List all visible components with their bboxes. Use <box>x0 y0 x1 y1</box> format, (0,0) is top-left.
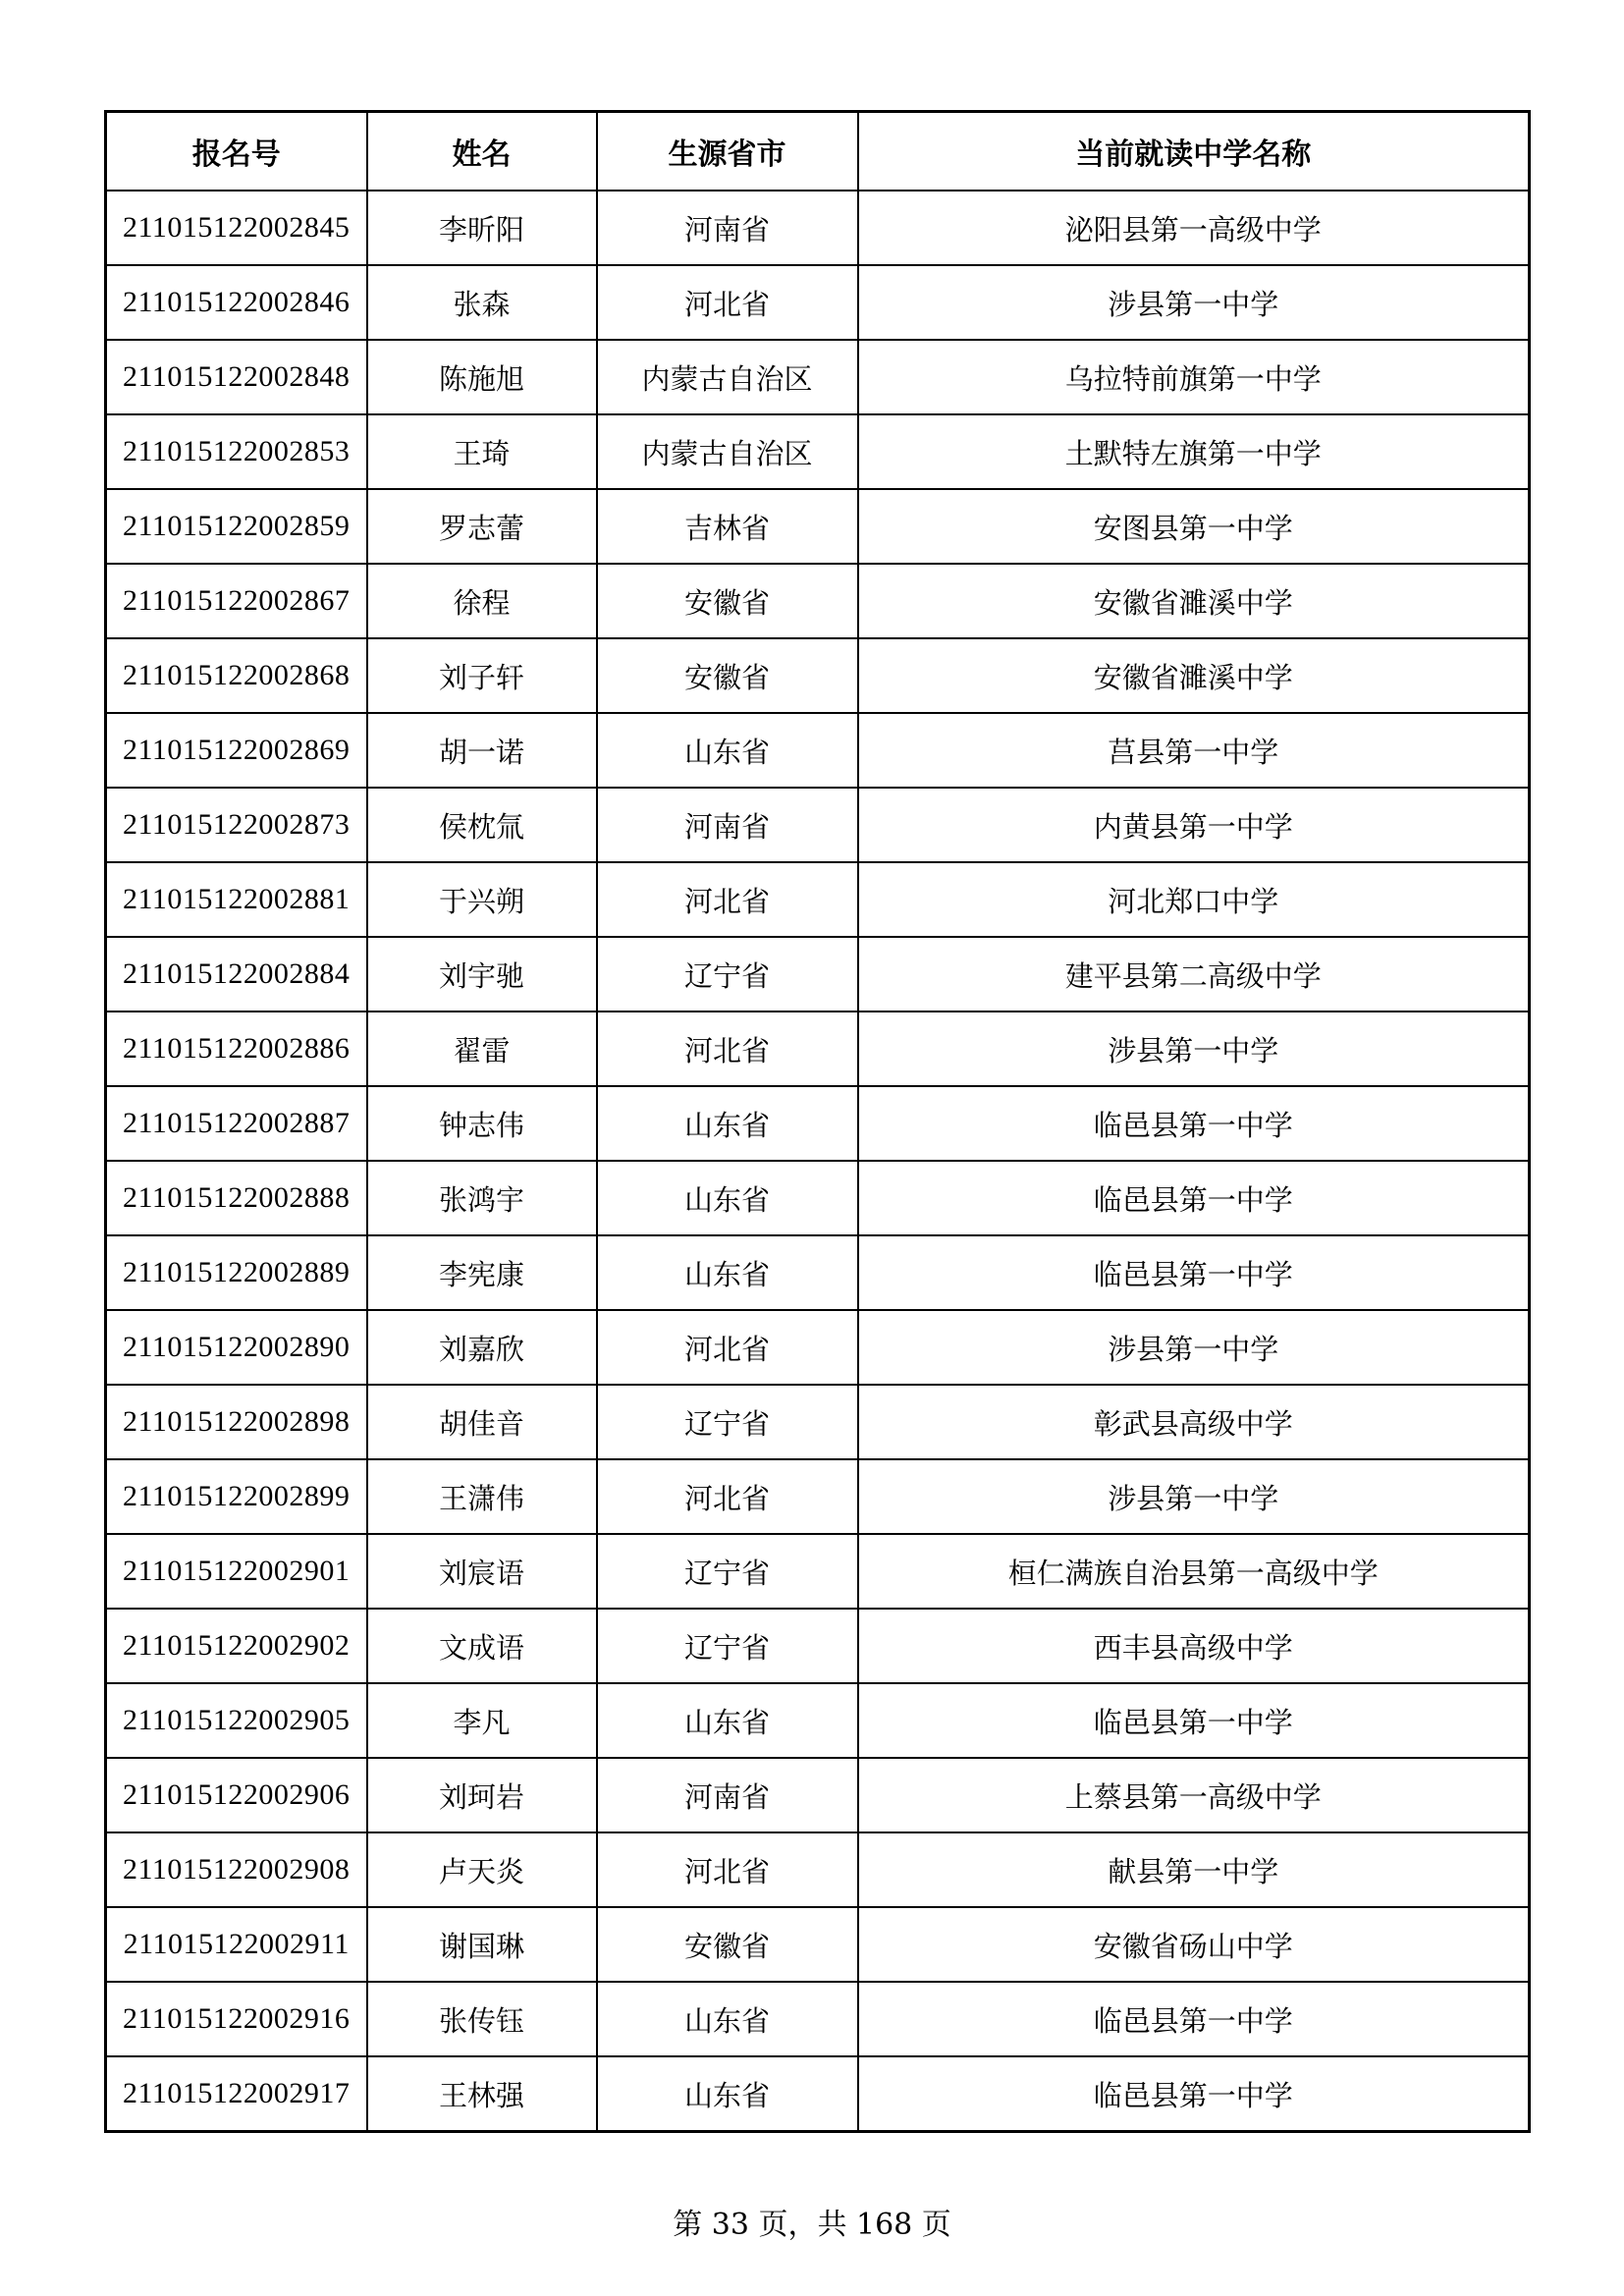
cell-province: 吉林省 <box>597 489 858 564</box>
cell-student-name: 李凡 <box>367 1683 597 1758</box>
table-row <box>106 788 1530 862</box>
cell-province: 山东省 <box>597 1086 858 1161</box>
table-row <box>106 265 1530 340</box>
cell-school-name: 建平县第二高级中学 <box>858 937 1530 1011</box>
student-roster-table <box>104 110 1531 2133</box>
cell-registration-number: 211015122002886 <box>106 1011 367 1086</box>
cell-school-name: 桓仁满族自治县第一高级中学 <box>858 1534 1530 1609</box>
header-province: 生源省市 <box>597 112 858 191</box>
cell-province: 安徽省 <box>597 638 858 713</box>
header-school: 当前就读中学名称 <box>858 112 1530 191</box>
cell-school-name: 上蔡县第一高级中学 <box>858 1758 1530 1832</box>
table-row <box>106 862 1530 937</box>
cell-student-name: 李宪康 <box>367 1235 597 1310</box>
cell-school-name: 涉县第一中学 <box>858 1011 1530 1086</box>
cell-registration-number: 211015122002889 <box>106 1235 367 1310</box>
cell-school-name: 涉县第一中学 <box>858 265 1530 340</box>
cell-student-name: 刘子轩 <box>367 638 597 713</box>
cell-school-name: 献县第一中学 <box>858 1832 1530 1907</box>
cell-school-name: 涉县第一中学 <box>858 1310 1530 1385</box>
cell-registration-number: 211015122002887 <box>106 1086 367 1161</box>
cell-registration-number: 211015122002845 <box>106 191 367 265</box>
table-row <box>106 1683 1530 1758</box>
cell-student-name: 谢国琳 <box>367 1907 597 1982</box>
cell-registration-number: 211015122002898 <box>106 1385 367 1459</box>
cell-registration-number: 211015122002884 <box>106 937 367 1011</box>
cell-school-name: 安图县第一中学 <box>858 489 1530 564</box>
cell-student-name: 侯枕氚 <box>367 788 597 862</box>
cell-student-name: 刘珂岩 <box>367 1758 597 1832</box>
table-row <box>106 1310 1530 1385</box>
cell-school-name: 安徽省砀山中学 <box>858 1907 1530 1982</box>
header-registration-number: 报名号 <box>106 112 367 191</box>
cell-school-name: 西丰县高级中学 <box>858 1609 1530 1683</box>
cell-student-name: 文成语 <box>367 1609 597 1683</box>
cell-student-name: 翟雷 <box>367 1011 597 1086</box>
cell-province: 辽宁省 <box>597 937 858 1011</box>
table-row <box>106 713 1530 788</box>
table-row <box>106 2056 1530 2132</box>
table-row <box>106 1011 1530 1086</box>
cell-school-name: 土默特左旗第一中学 <box>858 414 1530 489</box>
table-row <box>106 340 1530 414</box>
cell-province: 河北省 <box>597 265 858 340</box>
cell-school-name: 临邑县第一中学 <box>858 1235 1530 1310</box>
cell-student-name: 张鸿宇 <box>367 1161 597 1235</box>
cell-student-name: 张森 <box>367 265 597 340</box>
table-row <box>106 1832 1530 1907</box>
cell-province: 安徽省 <box>597 564 858 638</box>
table-row <box>106 1534 1530 1609</box>
cell-province: 安徽省 <box>597 1907 858 1982</box>
cell-student-name: 胡一诺 <box>367 713 597 788</box>
cell-registration-number: 211015122002846 <box>106 265 367 340</box>
page-footer: 第 33 页，共 168 页 <box>673 2208 951 2242</box>
cell-student-name: 李昕阳 <box>367 191 597 265</box>
cell-registration-number: 211015122002905 <box>106 1683 367 1758</box>
cell-province: 山东省 <box>597 1235 858 1310</box>
cell-student-name: 于兴朔 <box>367 862 597 937</box>
table-row <box>106 564 1530 638</box>
cell-province: 内蒙古自治区 <box>597 414 858 489</box>
cell-registration-number: 211015122002868 <box>106 638 367 713</box>
cell-school-name: 涉县第一中学 <box>858 1459 1530 1534</box>
header-name: 姓名 <box>367 112 597 191</box>
table-row <box>106 489 1530 564</box>
cell-registration-number: 211015122002906 <box>106 1758 367 1832</box>
cell-registration-number: 211015122002890 <box>106 1310 367 1385</box>
cell-student-name: 刘宇驰 <box>367 937 597 1011</box>
cell-student-name: 钟志伟 <box>367 1086 597 1161</box>
cell-registration-number: 211015122002901 <box>106 1534 367 1609</box>
cell-province: 辽宁省 <box>597 1609 858 1683</box>
cell-student-name: 刘嘉欣 <box>367 1310 597 1385</box>
cell-registration-number: 211015122002902 <box>106 1609 367 1683</box>
cell-school-name: 临邑县第一中学 <box>858 1982 1530 2056</box>
cell-registration-number: 211015122002867 <box>106 564 367 638</box>
table-row <box>106 1459 1530 1534</box>
cell-student-name: 刘宸语 <box>367 1534 597 1609</box>
cell-province: 河南省 <box>597 788 858 862</box>
cell-student-name: 张传钰 <box>367 1982 597 2056</box>
table-row <box>106 1385 1530 1459</box>
table-row <box>106 1609 1530 1683</box>
table-row <box>106 638 1530 713</box>
cell-student-name: 徐程 <box>367 564 597 638</box>
cell-province: 山东省 <box>597 1161 858 1235</box>
cell-registration-number: 211015122002848 <box>106 340 367 414</box>
cell-registration-number: 211015122002853 <box>106 414 367 489</box>
cell-registration-number: 211015122002888 <box>106 1161 367 1235</box>
cell-school-name: 莒县第一中学 <box>858 713 1530 788</box>
cell-school-name: 内黄县第一中学 <box>858 788 1530 862</box>
cell-province: 辽宁省 <box>597 1385 858 1459</box>
cell-province: 山东省 <box>597 1982 858 2056</box>
cell-registration-number: 211015122002908 <box>106 1832 367 1907</box>
cell-registration-number: 211015122002873 <box>106 788 367 862</box>
cell-registration-number: 211015122002869 <box>106 713 367 788</box>
cell-school-name: 临邑县第一中学 <box>858 1086 1530 1161</box>
table-row <box>106 1758 1530 1832</box>
cell-school-name: 临邑县第一中学 <box>858 1161 1530 1235</box>
cell-registration-number: 211015122002916 <box>106 1982 367 2056</box>
cell-school-name: 安徽省濉溪中学 <box>858 638 1530 713</box>
cell-province: 河北省 <box>597 1832 858 1907</box>
cell-student-name: 王林强 <box>367 2056 597 2132</box>
table-row <box>106 1161 1530 1235</box>
cell-school-name: 临邑县第一中学 <box>858 1683 1530 1758</box>
cell-student-name: 王琦 <box>367 414 597 489</box>
cell-student-name: 陈施旭 <box>367 340 597 414</box>
cell-student-name: 王潇伟 <box>367 1459 597 1534</box>
cell-province: 辽宁省 <box>597 1534 858 1609</box>
cell-school-name: 乌拉特前旗第一中学 <box>858 340 1530 414</box>
table-row <box>106 1235 1530 1310</box>
cell-province: 河南省 <box>597 1758 858 1832</box>
cell-student-name: 胡佳音 <box>367 1385 597 1459</box>
cell-province: 河北省 <box>597 1310 858 1385</box>
cell-province: 河北省 <box>597 1459 858 1534</box>
table-row <box>106 414 1530 489</box>
cell-registration-number: 211015122002899 <box>106 1459 367 1534</box>
table-row <box>106 1907 1530 1982</box>
cell-province: 山东省 <box>597 2056 858 2132</box>
cell-school-name: 安徽省濉溪中学 <box>858 564 1530 638</box>
cell-school-name: 彰武县高级中学 <box>858 1385 1530 1459</box>
cell-student-name: 罗志蕾 <box>367 489 597 564</box>
cell-registration-number: 211015122002881 <box>106 862 367 937</box>
cell-province: 河北省 <box>597 862 858 937</box>
table-row <box>106 937 1530 1011</box>
cell-school-name: 泌阳县第一高级中学 <box>858 191 1530 265</box>
cell-registration-number: 211015122002911 <box>106 1907 367 1982</box>
cell-student-name: 卢天炎 <box>367 1832 597 1907</box>
cell-province: 内蒙古自治区 <box>597 340 858 414</box>
cell-registration-number: 211015122002859 <box>106 489 367 564</box>
table-row <box>106 1086 1530 1161</box>
cell-registration-number: 211015122002917 <box>106 2056 367 2132</box>
cell-province: 山东省 <box>597 1683 858 1758</box>
cell-school-name: 临邑县第一中学 <box>858 2056 1530 2132</box>
table-row <box>106 1982 1530 2056</box>
cell-province: 山东省 <box>597 713 858 788</box>
cell-school-name: 河北郑口中学 <box>858 862 1530 937</box>
table-header-row <box>106 112 1530 191</box>
table-body <box>106 191 1530 2132</box>
cell-province: 河北省 <box>597 1011 858 1086</box>
table-row <box>106 191 1530 265</box>
cell-province: 河南省 <box>597 191 858 265</box>
